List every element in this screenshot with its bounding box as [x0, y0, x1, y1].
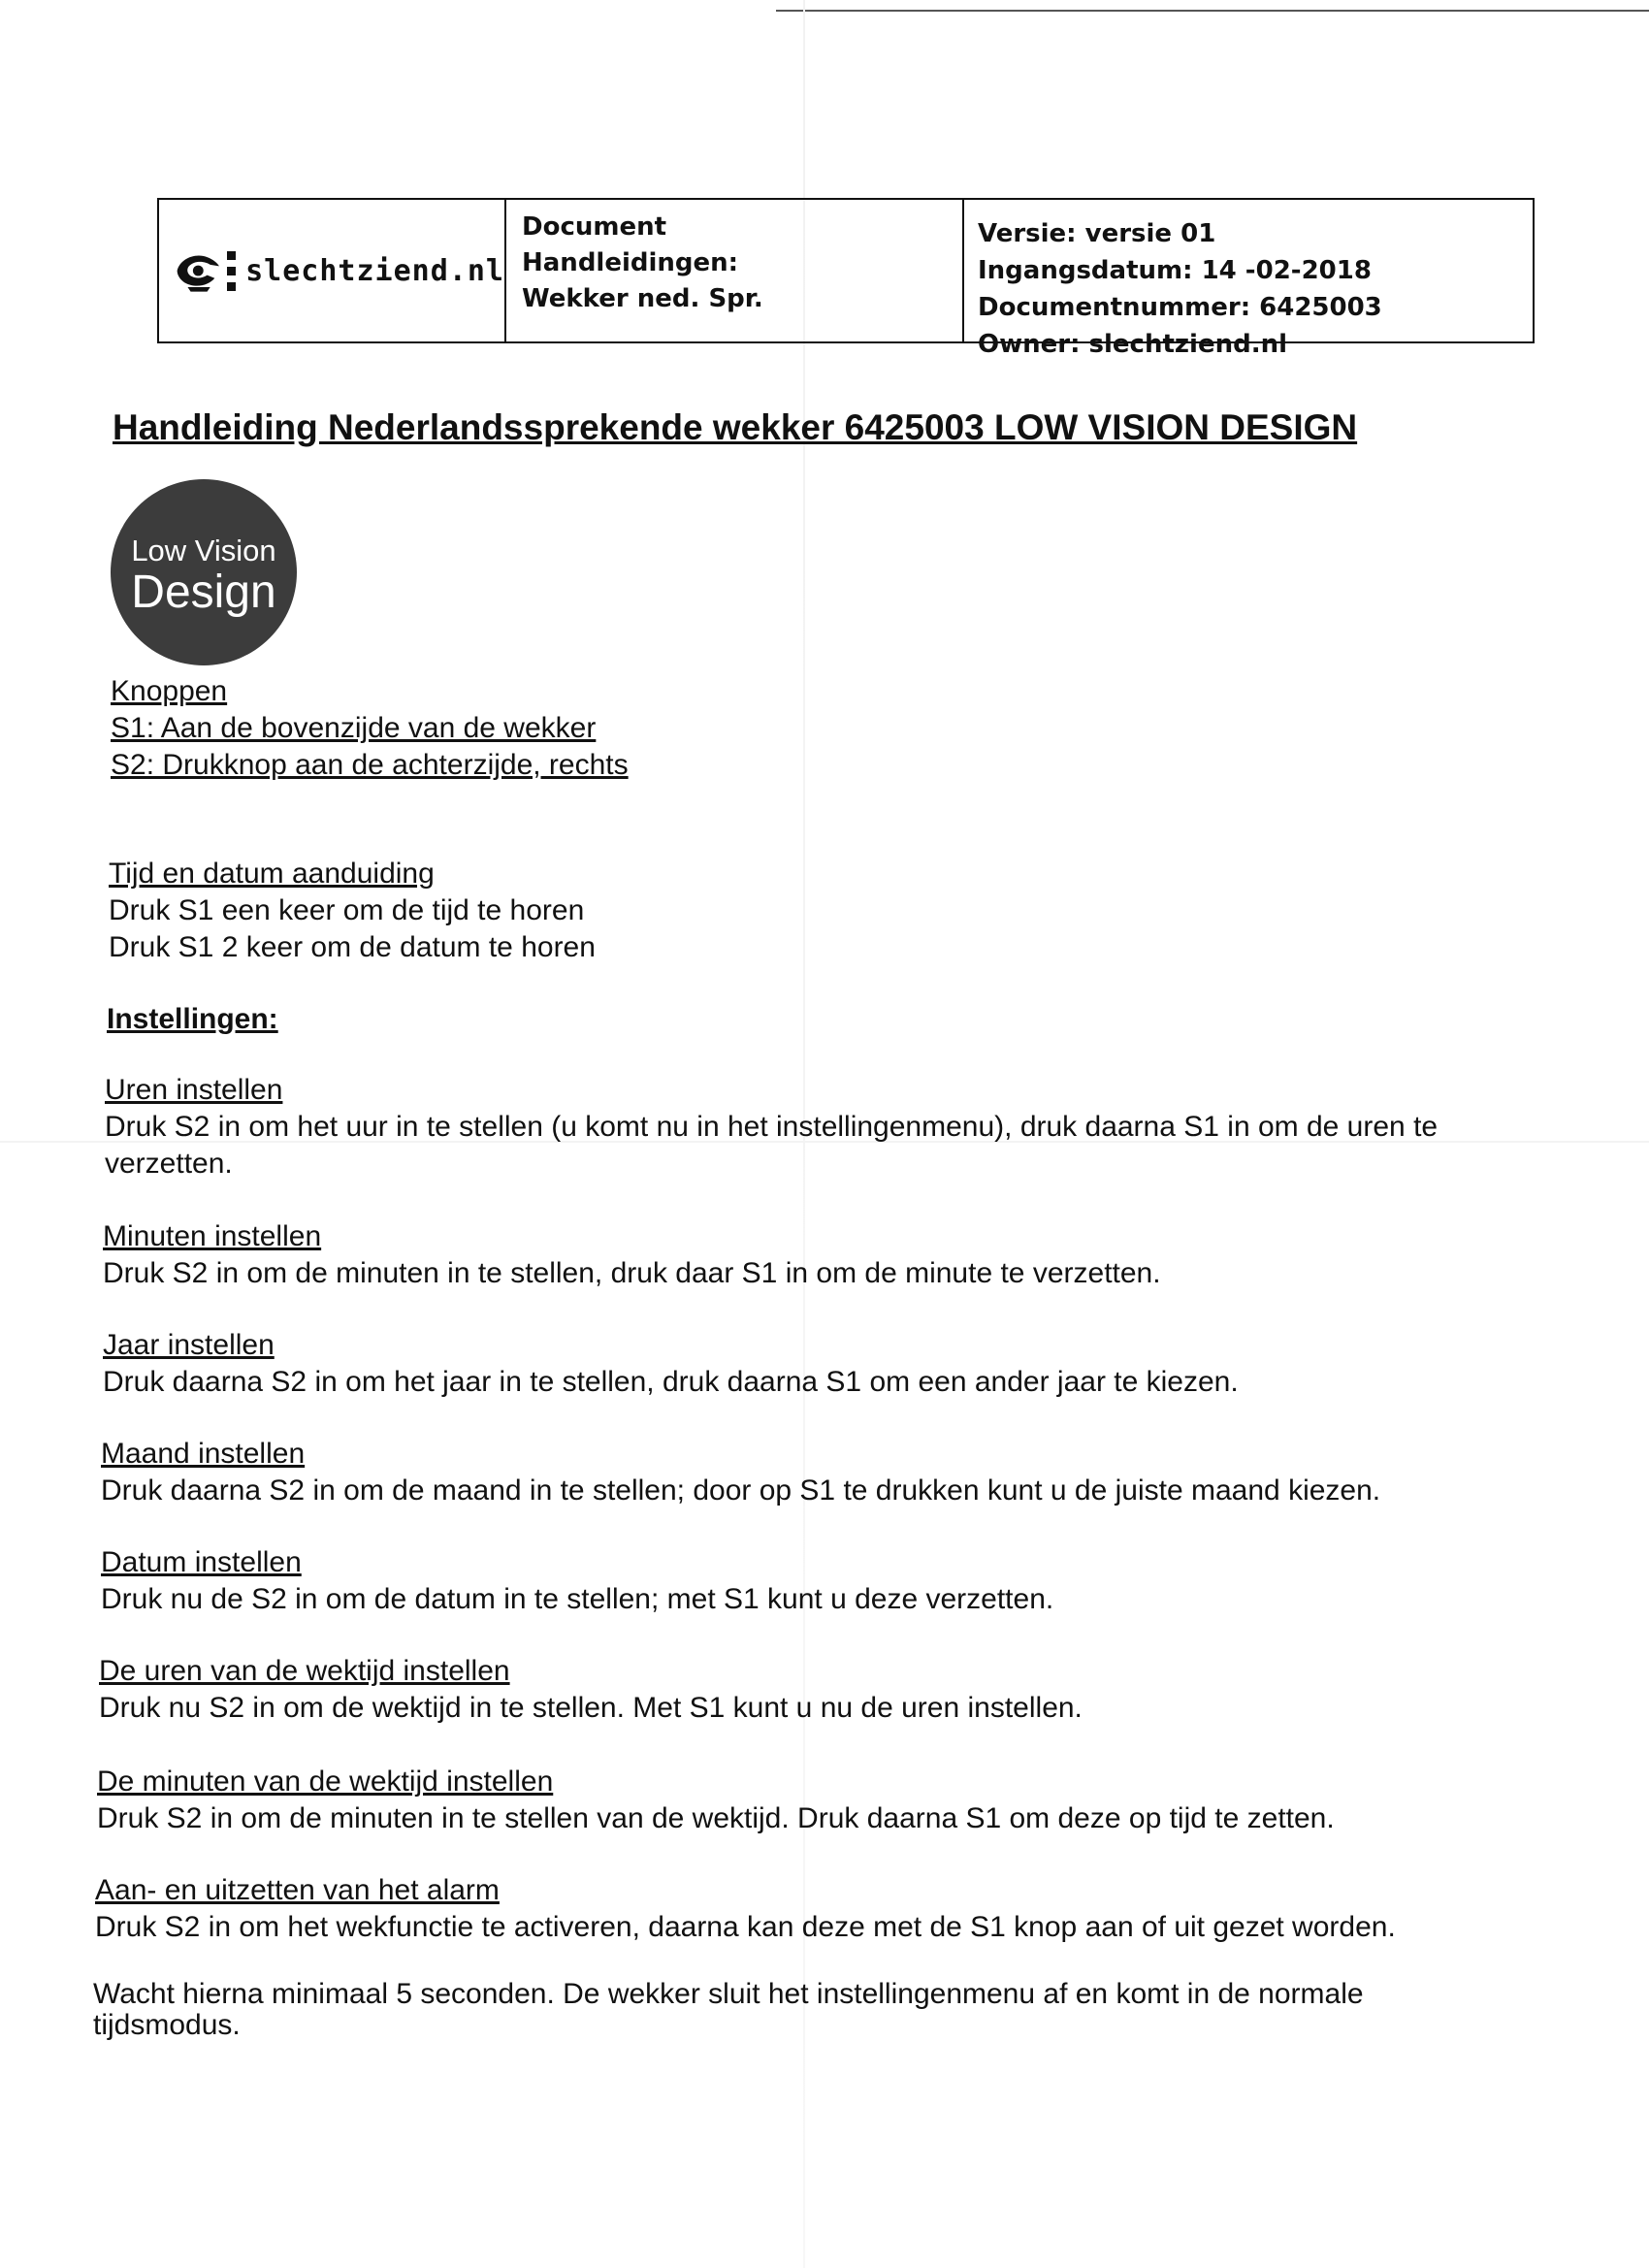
- tijd-heading: Tijd en datum aanduiding: [109, 858, 435, 890]
- section-heading: Uren instellen: [105, 1074, 283, 1106]
- section-uren: [105, 1072, 1438, 1183]
- document-number-line: Documentnummer: 6425003: [978, 293, 1382, 322]
- section-jaar: [103, 1327, 1239, 1401]
- section-text: verzetten.: [105, 1148, 233, 1180]
- closing-paragraph: [93, 1979, 1364, 2041]
- section-text: Druk S2 in om het wekfunctie te activeren, daarna kan deze met de S1 knop aan of uit gezet worden.: [95, 1911, 1396, 1943]
- knoppen-heading: Knoppen: [111, 675, 228, 707]
- section-heading: Aan- en uitzetten van het alarm: [95, 1874, 500, 1906]
- badge-line-1: Low Vision: [131, 534, 276, 567]
- document-line: Handleidingen:: [522, 248, 739, 277]
- page-title: Handleiding Nederlandssprekende wekker 6425003 LOW VISION DESIGN: [113, 407, 1358, 447]
- section-minuten: [103, 1218, 1161, 1292]
- document-header-table: [157, 198, 1535, 359]
- section-wektijd-minuten: [97, 1764, 1335, 1837]
- section-text: Druk daarna S2 in om het jaar in te stellen, druk daarna S1 om een ander jaar te kiezen.: [103, 1366, 1239, 1398]
- section-text: Druk S2 in om het uur in te stellen (u komt nu in het instellingenmenu), druk daarna S1 in om de uren te: [105, 1111, 1439, 1143]
- knoppen-s1: S1: Aan de bovenzijde van de wekker: [111, 712, 597, 744]
- version-cell: [964, 200, 1533, 359]
- instellingen-heading: Instellingen:: [107, 1003, 278, 1035]
- logo-text: slechtziend.nl: [245, 253, 504, 288]
- section-heading: De uren van de wektijd instellen: [99, 1655, 510, 1687]
- section-wektijd-uren: [99, 1653, 1083, 1727]
- section-heading: Maand instellen: [101, 1438, 306, 1470]
- owner-line: Owner: slechtziend.nl: [978, 330, 1288, 359]
- closing-line: tijdsmodus.: [93, 2009, 241, 2041]
- section-heading: Jaar instellen: [103, 1329, 275, 1361]
- section-heading: De minuten van de wektijd instellen: [97, 1766, 554, 1798]
- section-datum: [101, 1544, 1053, 1618]
- section-text: Druk S2 in om de minuten in te stellen van de wektijd. Druk daarna S1 om deze op tijd te zetten.: [97, 1802, 1335, 1834]
- knoppen-section: [111, 673, 629, 784]
- section-text: Druk S2 in om de minuten in te stellen, druk daar S1 in om de minute te verzetten.: [103, 1257, 1161, 1289]
- tijd-section: [109, 856, 596, 966]
- logo-cell: [159, 200, 506, 341]
- section-heading: Datum instellen: [101, 1546, 302, 1578]
- document-title-cell: [506, 200, 964, 341]
- eye-logo-icon: [173, 242, 225, 300]
- document-line: Document: [522, 212, 667, 242]
- version-line: Versie: versie 01: [978, 219, 1216, 248]
- badge-line-2: Design: [131, 567, 276, 618]
- section-maand: [101, 1436, 1380, 1509]
- section-text: Druk nu S2 in om de wektijd in te stellen. Met S1 kunt u nu de uren instellen.: [99, 1692, 1083, 1724]
- scan-edge-line: [776, 10, 1649, 12]
- document-line: Wekker ned. Spr.: [522, 284, 763, 313]
- section-heading: Minuten instellen: [103, 1220, 322, 1252]
- tijd-line: Druk S1 een keer om de tijd te horen: [109, 894, 585, 926]
- logo-dots-icon: [227, 251, 236, 291]
- effective-date-line: Ingangsdatum: 14 -02-2018: [978, 256, 1372, 285]
- section-text: Druk daarna S2 in om de maand in te stellen; door op S1 te drukken kunt u de juiste maand kiezen.: [101, 1474, 1381, 1507]
- section-alarm: [95, 1872, 1396, 1946]
- closing-line: Wacht hierna minimaal 5 seconden. De wekker sluit het instellingenmenu af en komt in de normale: [93, 1978, 1364, 2010]
- section-text: Druk nu de S2 in om de datum in te stellen; met S1 kunt u deze verzetten.: [101, 1583, 1054, 1615]
- tijd-line: Druk S1 2 keer om de datum te horen: [109, 931, 596, 963]
- low-vision-design-logo: [111, 479, 297, 665]
- knoppen-s2: S2: Drukknop aan de achterzijde, rechts: [111, 749, 629, 781]
